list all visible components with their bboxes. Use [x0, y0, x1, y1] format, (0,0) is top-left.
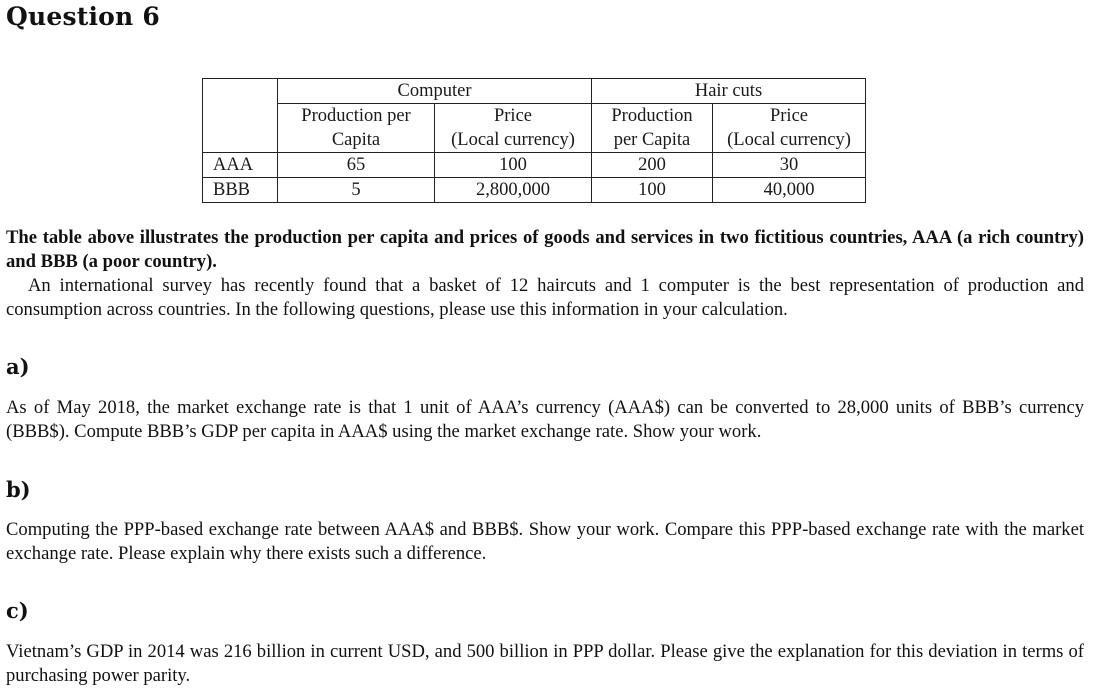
table-cell: 100	[592, 178, 713, 203]
table-cell: 40,000	[713, 178, 866, 203]
part-a-text: As of May 2018, the market exchange rate is that 1 unit of AAA’s currency (AAA$) can be converted to 28,000 units of BBB’s currency (BBB$). Compute BBB’s GDP per capita in AAA$ using the market exchange rate. Show your work.	[6, 397, 1084, 442]
table-cell: 200	[592, 153, 713, 178]
production-price-table	[202, 78, 866, 203]
part-c-label: c)	[6, 598, 29, 623]
empty-corner-cell	[203, 128, 278, 153]
subheader-computer-production: Production per	[278, 104, 435, 129]
table-subheader-row-2	[203, 128, 866, 153]
subheader-haircut-production-line2: per Capita	[592, 128, 713, 153]
empty-corner-cell	[203, 104, 278, 129]
subheader-haircut-production: Production	[592, 104, 713, 129]
part-a-label: a)	[6, 354, 30, 379]
row-label-aaa: AAA	[203, 153, 278, 178]
group-header-computer: Computer	[278, 79, 592, 104]
question-title: Question 6	[6, 2, 160, 31]
part-b-text: Computing the PPP-based exchange rate between AAA$ and BBB$. Show your work. Compare this PPP-based exchange rate with the market exchange rate. Please explain why there exists such a difference.	[6, 519, 1084, 564]
table-group-header-row	[203, 79, 866, 104]
intro-bold-text: The table above illustrates the production per capita and prices of goods and services in two fictitious countries, AAA (a rich country) and BBB (a poor country).	[6, 227, 1084, 272]
subheader-computer-production-line2: Capita	[278, 128, 435, 153]
table-cell: 5	[278, 178, 435, 203]
empty-corner-cell	[203, 79, 278, 104]
group-header-haircuts: Hair cuts	[592, 79, 866, 104]
part-c-text: Vietnam’s GDP in 2014 was 216 billion in current USD, and 500 billion in PPP dollar. Please give the explanation for this deviation in terms of purchasing power parity.	[6, 641, 1084, 686]
subheader-computer-price-line2: (Local currency)	[435, 128, 592, 153]
intro-body-text: An international survey has recently found that a basket of 12 haircuts and 1 computer is the best representation of production and consumption across countries. In the following questions, please use this information in your calculation.	[6, 275, 1084, 320]
table-cell: 65	[278, 153, 435, 178]
subheader-computer-price: Price	[435, 104, 592, 129]
table-subheader-row-1	[203, 104, 866, 129]
subheader-haircut-price: Price	[713, 104, 866, 129]
subheader-haircut-price-line2: (Local currency)	[713, 128, 866, 153]
table-cell: 30	[713, 153, 866, 178]
table-cell: 100	[435, 153, 592, 178]
table-cell: 2,800,000	[435, 178, 592, 203]
table-row	[203, 153, 866, 178]
row-label-bbb: BBB	[203, 178, 278, 203]
table-row	[203, 178, 866, 203]
part-b-label: b)	[6, 477, 31, 502]
